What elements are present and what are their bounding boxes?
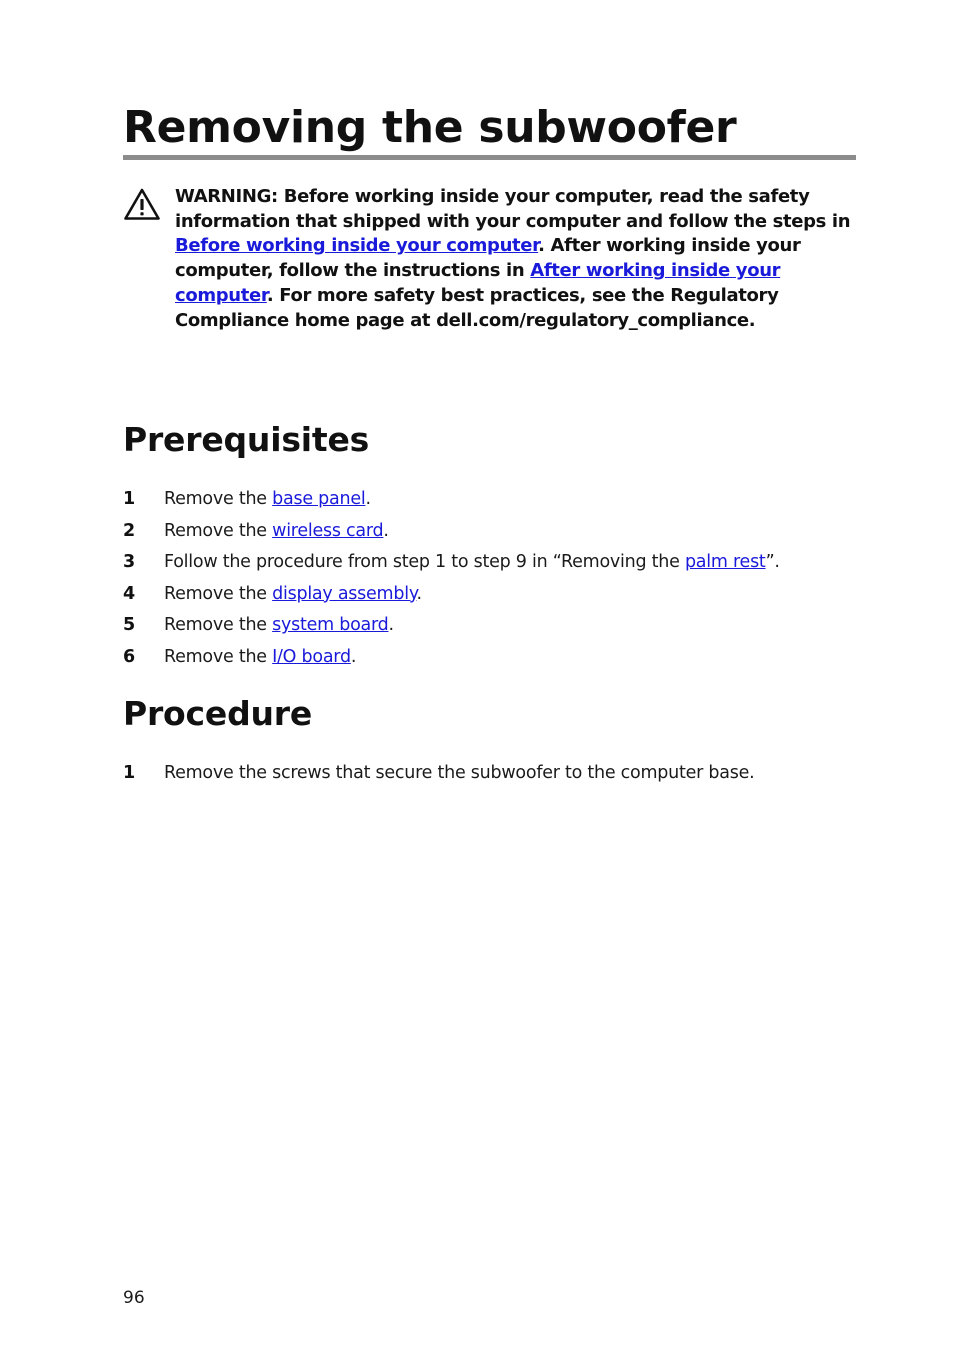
prerequisite-step — [123, 547, 883, 579]
procedure-step — [123, 758, 883, 790]
step-text — [164, 579, 422, 611]
warning-text — [175, 185, 875, 333]
prerequisite-step — [123, 642, 883, 674]
prerequisites-heading: Prerequisites — [123, 420, 370, 459]
warning-text-part: . After working inside your computer, follow the instructions in — [175, 235, 801, 282]
prerequisite-step — [123, 516, 883, 548]
step-text-part: . — [350, 646, 357, 667]
step-number: 5 — [123, 615, 135, 636]
step-number: 3 — [123, 552, 135, 573]
warning-text-part: WARNING: Before working inside your computer, read the safety information that shipped with your computer and follow the steps in — [175, 186, 851, 232]
step-text-part: . — [383, 520, 389, 541]
step-text — [164, 484, 371, 516]
title-underline — [123, 155, 856, 160]
prerequisite-step — [123, 484, 883, 516]
step-number: 2 — [123, 520, 135, 541]
step-text-part: Remove the — [164, 489, 273, 509]
step-text-part: Remove the — [164, 646, 273, 667]
system-board-link[interactable]: system board — [272, 615, 389, 636]
prerequisite-step — [123, 579, 883, 611]
step-text — [164, 516, 389, 548]
io-board-link[interactable]: I/O board — [272, 646, 351, 667]
step-number: 4 — [123, 583, 135, 604]
procedure-list — [123, 758, 883, 790]
step-text-part: Remove the — [164, 583, 273, 604]
warning-triangle-icon — [123, 187, 161, 221]
step-text — [164, 642, 356, 674]
prerequisite-step — [123, 610, 883, 642]
display-assembly-link[interactable]: display assembly — [272, 583, 417, 604]
step-text-part: Remove the — [164, 615, 273, 636]
step-text-part: Follow the procedure from step 1 to step 9 in “Removing the — [164, 552, 685, 573]
step-number: 1 — [123, 489, 135, 509]
palm-rest-link[interactable]: palm rest — [684, 552, 766, 573]
after-working-link[interactable]: After working inside your computer — [175, 260, 781, 306]
prerequisites-list — [123, 484, 883, 674]
warning-text-part: . For more safety best practices, see the Regulatory Compliance home page at dell.com/regulatory_compliance. — [175, 284, 779, 331]
step-text: Remove the screws that secure the subwoofer to the computer base. — [164, 763, 755, 783]
step-text — [164, 610, 394, 642]
page-title: Removing the subwoofer — [123, 102, 737, 153]
step-text-part: Remove the — [164, 520, 273, 541]
step-number: 1 — [123, 763, 135, 783]
page-number: 96 — [123, 1288, 145, 1308]
step-text-part: . — [388, 615, 394, 636]
step-number: 6 — [123, 646, 135, 667]
procedure-heading: Procedure — [123, 694, 313, 733]
step-text-part: . — [365, 489, 371, 509]
step-text-part: ”. — [765, 552, 780, 573]
step-text — [164, 547, 780, 579]
step-text-part: . — [416, 583, 422, 604]
base-panel-link[interactable]: base panel — [272, 489, 366, 509]
before-working-link[interactable]: Before working inside your computer — [175, 235, 539, 257]
wireless-card-link[interactable]: wireless card — [272, 520, 384, 541]
